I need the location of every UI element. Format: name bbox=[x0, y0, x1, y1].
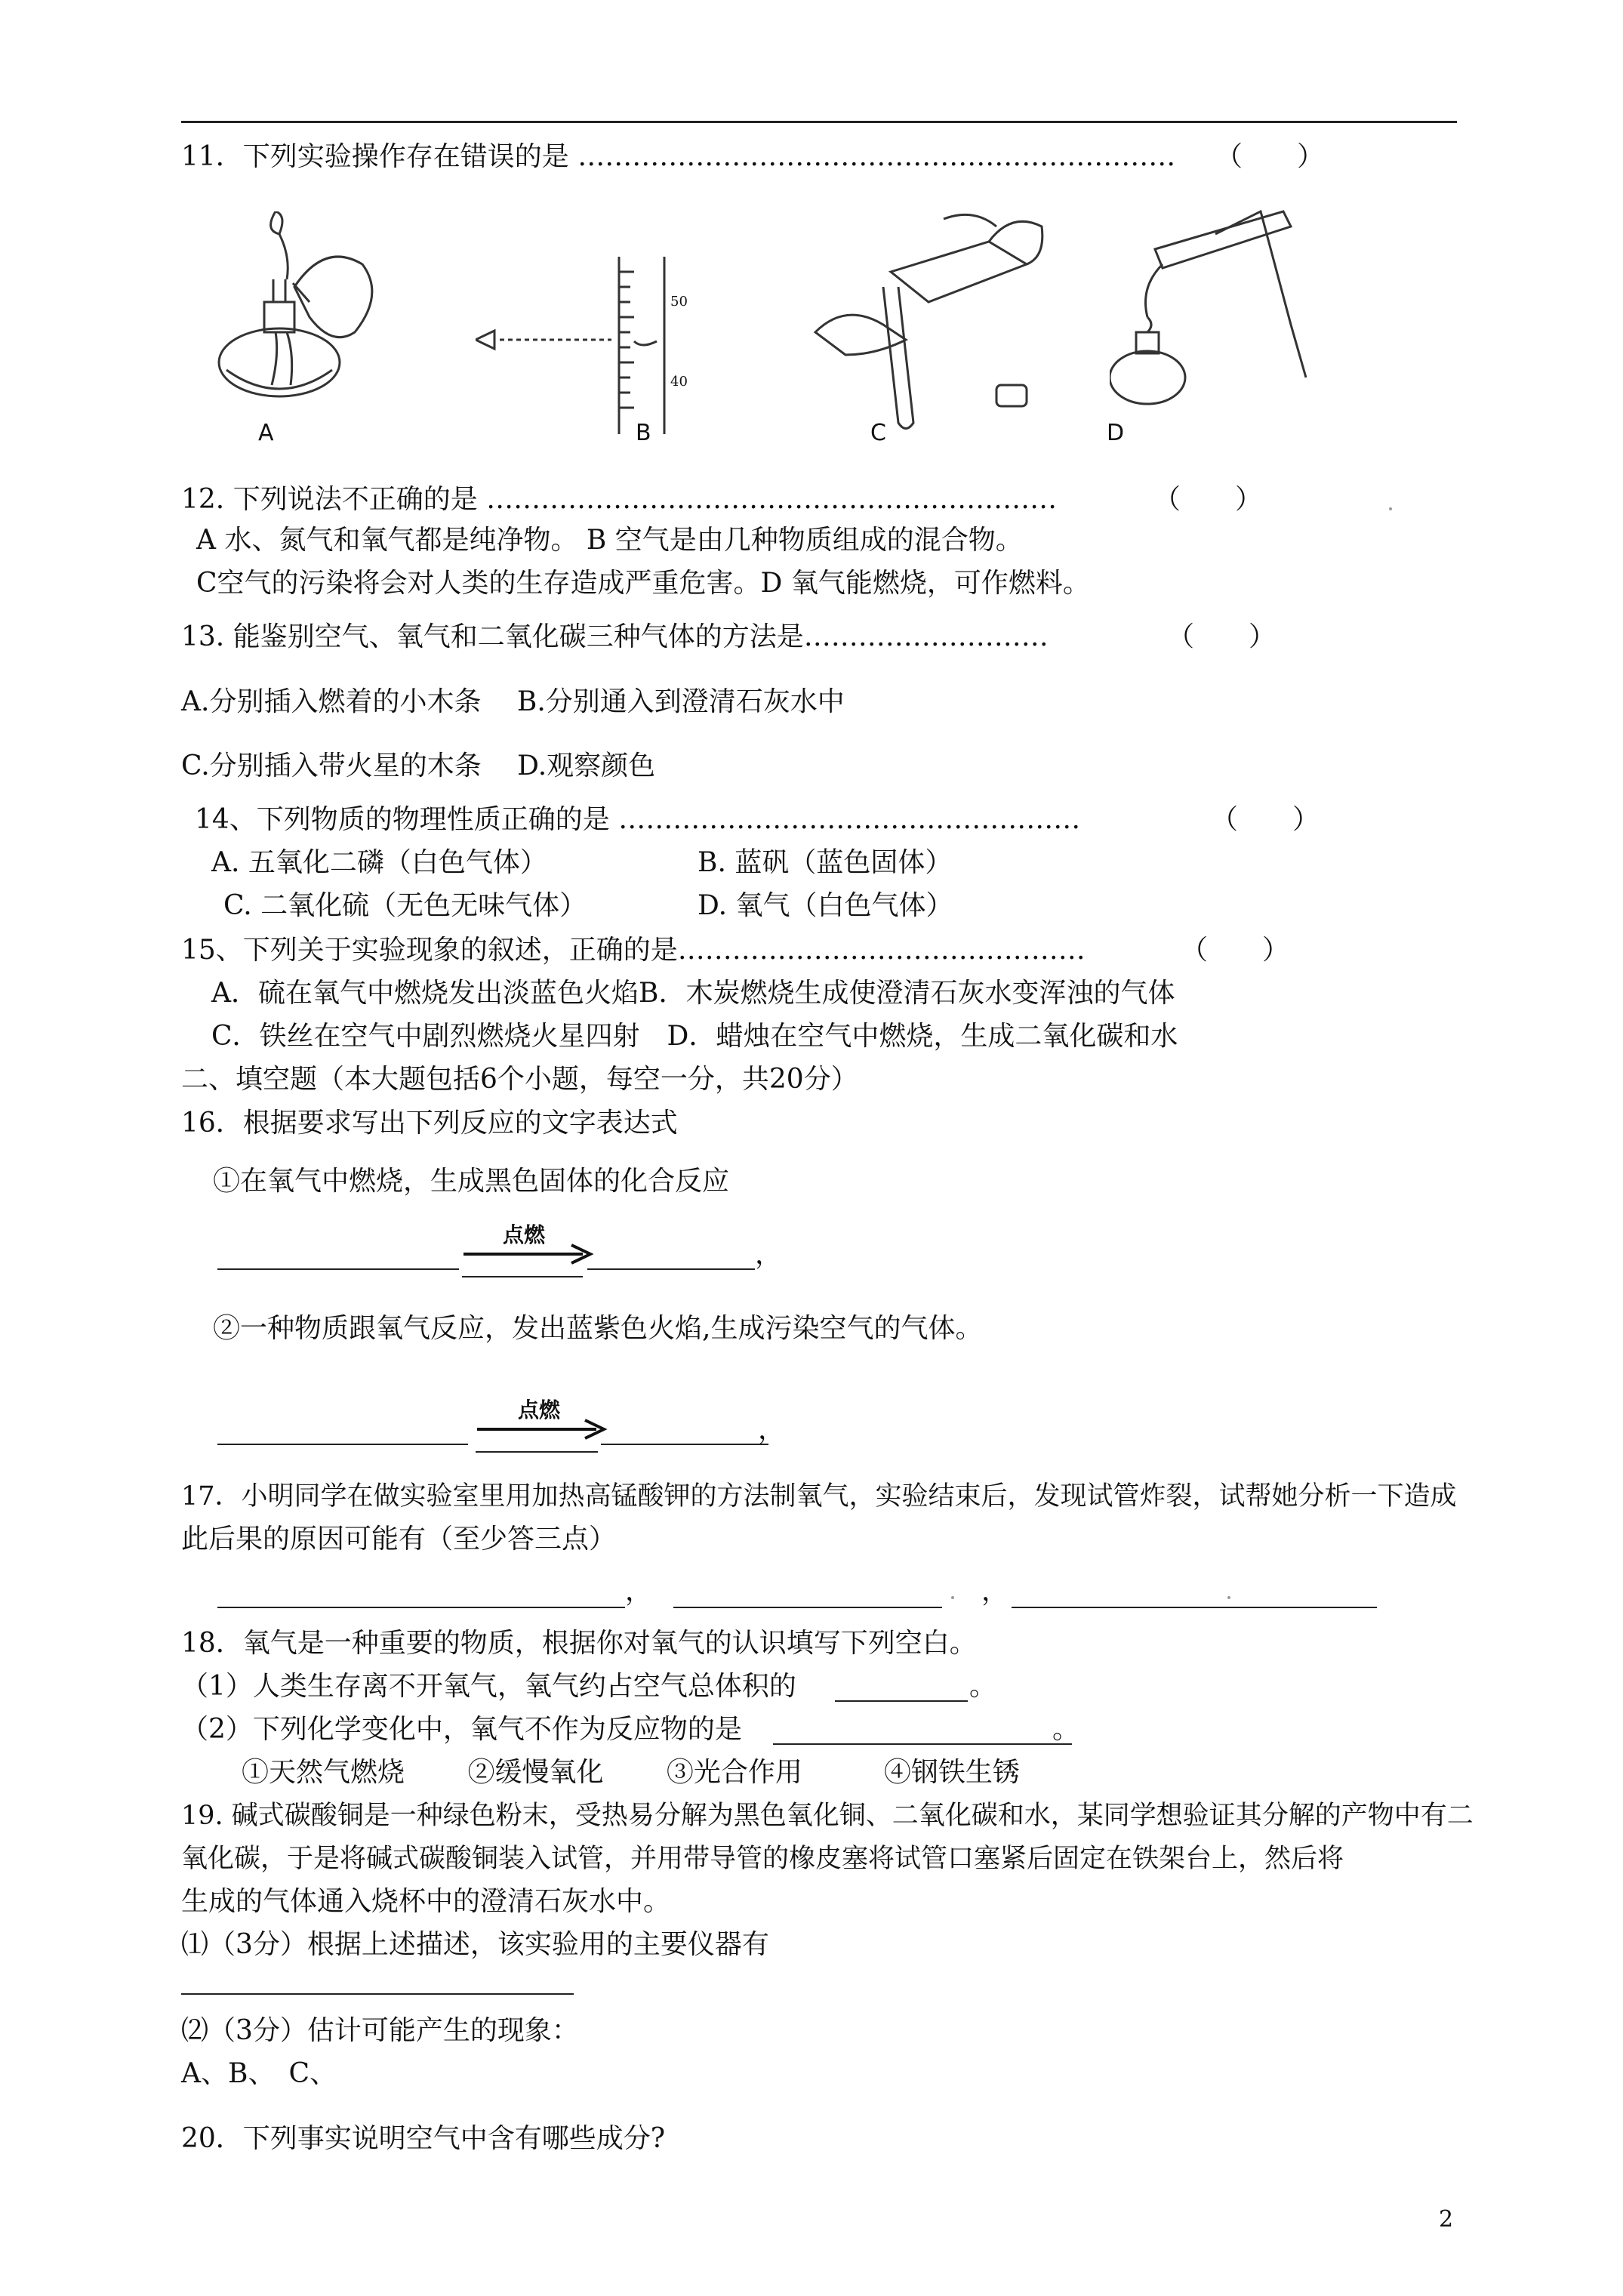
q12-text: 12. 下列说法不正确的是 ……………………………………………………… bbox=[181, 484, 1058, 515]
q19-blank-instruments[interactable] bbox=[181, 1993, 574, 1995]
reaction-arrow-2 bbox=[476, 1418, 611, 1441]
figure-a-alcohol-lamp bbox=[204, 211, 393, 423]
reaction-arrow-1 bbox=[462, 1243, 598, 1265]
cylinder-mark-50: 50 bbox=[670, 294, 688, 310]
q19-line3: 生成的气体通入烧杯中的澄清石灰水中。 bbox=[181, 1886, 671, 1917]
figure-d-label: D bbox=[1107, 420, 1125, 446]
q17-line2: 此后果的原因可能有（至少答三点） bbox=[181, 1524, 617, 1555]
q20-text: 20．下列事实说明空气中含有哪些成分? bbox=[181, 2123, 666, 2154]
stray-dot bbox=[1389, 507, 1392, 510]
q15-options-line2: C．铁丝在空气中剧烈燃烧火星四射 D．蜡烛在空气中燃烧，生成二氧化碳和水 bbox=[211, 1021, 1178, 1052]
q13-options-line1: A.分别插入燃着的小木条 B.分别通入到澄清石灰水中 bbox=[181, 686, 845, 717]
q14-answer-paren: （ ） bbox=[1211, 804, 1320, 835]
q16-sub2: ②一种物质跟氧气反应，发出蓝紫色火焰,生成污染空气的气体。 bbox=[213, 1313, 983, 1344]
q16-comma-1: ， bbox=[755, 1239, 783, 1270]
q14-option-d: D. 氧气（白色气体） bbox=[698, 890, 953, 921]
figure-b-label: B bbox=[636, 420, 651, 446]
q17-line1: 17．小明同学在做实验室里用加热高锰酸钾的方法制氧气，实验结束后，发现试管炸裂，试帮她分析一下造成 bbox=[181, 1481, 1457, 1512]
q14-text: 14、下列物质的物理性质正确的是 …………………………………………… bbox=[195, 804, 1081, 835]
q11-text: 11．下列实验操作存在错误的是 ………………………………………………………… bbox=[181, 141, 1176, 172]
q13-answer-paren: （ ） bbox=[1167, 621, 1277, 652]
q19-sub3: A、B、 C、 bbox=[181, 2058, 337, 2089]
q18-options: ①天然气燃烧 ②缓慢氧化 ③光合作用 ④钢铁生锈 bbox=[242, 1757, 1020, 1788]
q15-options-line1: A．硫在氧气中燃烧发出淡蓝色火焰B．木炭燃烧生成使澄清石灰水变浑浊的气体 bbox=[211, 978, 1175, 1009]
figure-d-heating-test-tube bbox=[1110, 204, 1321, 423]
figure-c-label: C bbox=[870, 420, 886, 446]
q17-blank-3[interactable] bbox=[1012, 1607, 1377, 1608]
q13-options-line2: C.分别插入带火星的木条 D.观察颜色 bbox=[181, 750, 656, 781]
q16-blank-1b[interactable] bbox=[587, 1268, 755, 1270]
q18-sub2-end: 。 bbox=[1052, 1714, 1080, 1745]
section-2-heading: 二、填空题（本大题包括6个小题，每空一分，共20分） bbox=[181, 1064, 858, 1095]
q12-answer-paren: （ ） bbox=[1153, 484, 1263, 515]
stray-dot bbox=[1227, 1596, 1230, 1599]
q19-line2: 氧化碳，于是将碱式碳酸铜装入试管，并用带导管的橡皮塞将试管口塞紧后固定在铁架台上，然后将 bbox=[181, 1844, 1344, 1874]
figure-c-pouring-liquid bbox=[800, 211, 1049, 438]
q16-arrow-blank-2[interactable] bbox=[476, 1451, 598, 1453]
q17-blank-1[interactable] bbox=[217, 1607, 625, 1608]
q19-line1: 19. 碱式碳酸铜是一种绿色粉末，受热易分解为黑色氧化铜、二氧化碳和水，某同学想验证其分解的产物中有二 bbox=[181, 1801, 1474, 1831]
q16-text: 16．根据要求写出下列反应的文字表达式 bbox=[181, 1108, 678, 1139]
q13-text: 13. 能鉴别空气、氧气和二氧化碳三种气体的方法是……………………… bbox=[181, 621, 1049, 652]
q17-separator-1: ， bbox=[625, 1576, 653, 1607]
q17-separator-2: ， bbox=[981, 1576, 1009, 1607]
page-number: 2 bbox=[1439, 2206, 1454, 2233]
q16-arrow-blank-1[interactable] bbox=[462, 1276, 583, 1277]
q12-options-line1: A 水、氮气和氧气都是纯净物。 B 空气是由几种物质组成的混合物。 bbox=[196, 525, 1023, 556]
q18-sub2: （2）下列化学变化中，氧气不作为反应物的是 bbox=[181, 1714, 742, 1745]
stray-dot bbox=[951, 1596, 954, 1599]
q17-blank-2[interactable] bbox=[673, 1607, 942, 1608]
q16-blank-1a[interactable] bbox=[217, 1268, 459, 1270]
q12-options-line2: C空气的污染将会对人类的生存造成严重危害。D 氧气能燃烧，可作燃料。 bbox=[196, 568, 1090, 599]
header-rule bbox=[181, 121, 1457, 123]
q14-option-b: B. 蓝矾（蓝色固体） bbox=[698, 847, 953, 878]
q11-answer-paren: （ ） bbox=[1215, 141, 1325, 172]
figure-b-graduated-cylinder bbox=[476, 257, 702, 438]
q16-blank-2a[interactable] bbox=[217, 1444, 468, 1445]
q14-option-c: C. 二氧化硫（无色无味气体） bbox=[223, 890, 587, 921]
q18-blank-1[interactable] bbox=[835, 1700, 968, 1702]
q16-blank-2b[interactable] bbox=[601, 1444, 768, 1445]
q14-option-a: A. 五氧化二磷（白色气体） bbox=[211, 847, 547, 878]
figure-a-label: A bbox=[258, 420, 274, 446]
q15-text: 15、下列关于实验现象的叙述，正确的是……………………………………… bbox=[181, 935, 1086, 966]
q16-sub1: ①在氧气中燃烧，生成黑色固体的化合反应 bbox=[213, 1166, 730, 1197]
q18-text: 18．氧气是一种重要的物质，根据你对氧气的认识填写下列空白。 bbox=[181, 1628, 977, 1659]
q16-arrow-label-1: 点燃 bbox=[503, 1222, 546, 1247]
q19-sub1: ⑴（3分）根据上述描述，该实验用的主要仪器有 bbox=[181, 1929, 769, 1960]
cylinder-mark-40: 40 bbox=[670, 374, 688, 390]
q18-sub1: （1）人类生存离不开氧气，氧气约占空气总体积的 bbox=[181, 1671, 796, 1702]
q19-sub2: ⑵（3分）估计可能产生的现象： bbox=[181, 2015, 579, 2046]
q15-answer-paren: （ ） bbox=[1181, 935, 1290, 966]
q18-sub1-end: 。 bbox=[969, 1671, 997, 1702]
q16-arrow-label-2: 点燃 bbox=[518, 1398, 561, 1422]
q18-blank-2[interactable] bbox=[773, 1743, 1072, 1745]
q16-comma-2: ， bbox=[758, 1414, 786, 1445]
